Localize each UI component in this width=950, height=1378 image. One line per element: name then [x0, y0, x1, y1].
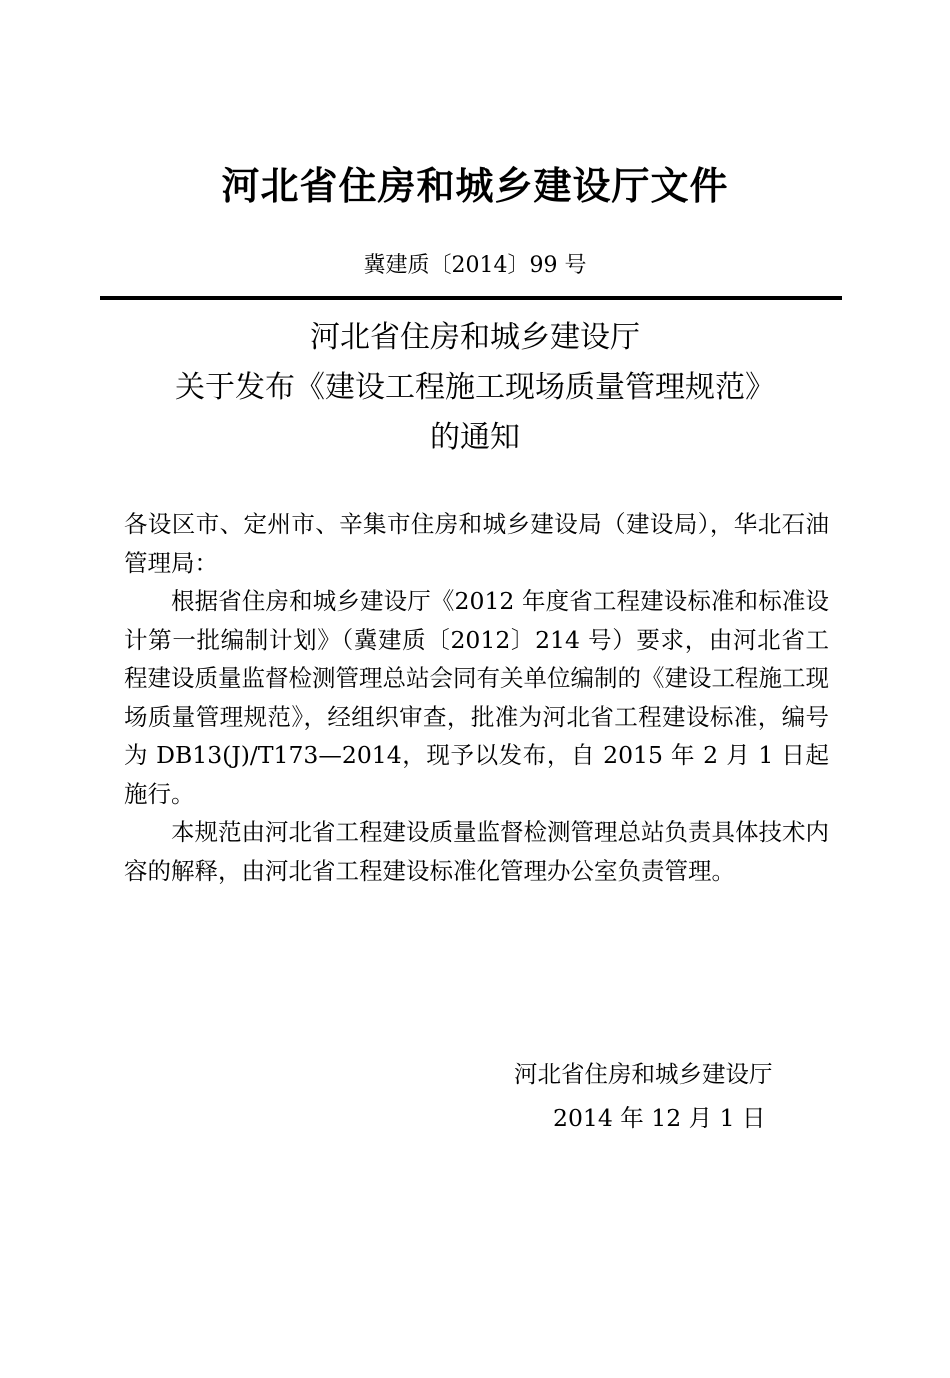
addressee-paragraph: 各设区市、定州市、辛集市住房和城乡建设局（建设局），华北石油管理局： [124, 510, 829, 577]
document-number: 冀建质〔2014〕99 号 [363, 253, 587, 278]
masthead-title: 河北省住房和城乡建设厅文件 [221, 163, 729, 208]
body-paragraph-1: 根据省住房和城乡建设厅《2012 年度省工程建设标准和标准设计第一批编制计划》（冀建质〔2012〕214 号）要求，由河北省工程建设质量监督检测管理总站会同有关单位编制的《建设工程施工现场质量管理规范》，经组织审查，批准为河北省工程建设标准，编号为 DB13(J)/T173—2014，现予以发布，自 2015 年 2 月 1 日起施行。 [124, 587, 829, 808]
notice-title [0, 313, 950, 463]
title-line-1: 河北省住房和城乡建设厅 [310, 320, 640, 355]
title-line-2: 关于发布《建设工程施工现场质量管理规范》 [175, 370, 775, 405]
body-paragraph-2: 本规范由河北省工程建设质量监督检测管理总站负责具体技术内容的解释，由河北省工程建设标准化管理办公室负责管理。 [124, 818, 829, 885]
signature-block [500, 1052, 800, 1140]
notice-body [124, 505, 829, 890]
title-line-3: 的通知 [430, 420, 520, 455]
signature-organization: 河北省住房和城乡建设厅 [514, 1060, 773, 1088]
signature-date: 2014 年 12 月 1 日 [553, 1104, 766, 1132]
header-divider [100, 296, 842, 300]
